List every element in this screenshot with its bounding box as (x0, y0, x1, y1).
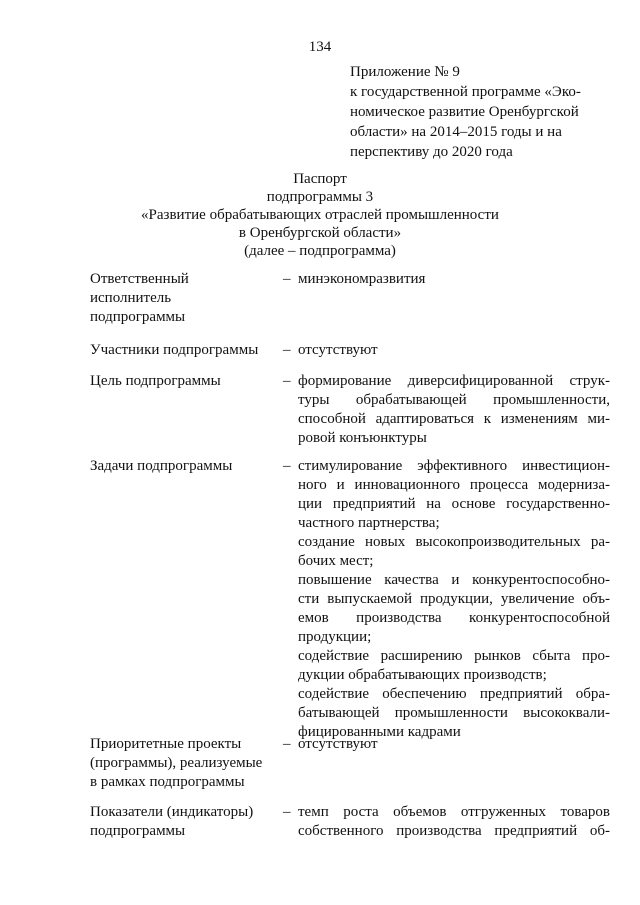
value-line: ного и инновационного процесса модерниза- (298, 477, 610, 493)
row-value (298, 270, 610, 289)
label-line: Ответственный (90, 271, 189, 287)
label-line: Участники подпрограммы (90, 342, 259, 358)
row-label (90, 735, 280, 792)
passport-heading (0, 170, 640, 260)
value-line: отсутствуют (298, 736, 378, 752)
value-line: емов производства конкурентоспособной (298, 610, 610, 626)
row-value (298, 735, 610, 754)
row-value (298, 341, 610, 360)
value-line: ции предприятий на основе государственно- (298, 496, 610, 512)
value-line: стимулирование эффективного инвестицион- (298, 458, 610, 474)
appendix-line: области» на 2014–2015 годы и на (350, 124, 562, 140)
row-value (298, 457, 610, 742)
passport-title: Паспорт (293, 171, 347, 187)
value-line: продукции; (298, 629, 372, 645)
appendix-line: номическое развитие Оренбургской (350, 104, 579, 120)
value-line: ровой конъюнктуры (298, 430, 427, 446)
value-line: собственного производства предприятий об- (298, 823, 610, 839)
passport-program-name: «Развитие обрабатывающих отраслей промышленности (141, 207, 499, 223)
value-line: темп роста объемов отгруженных товаров (298, 804, 610, 820)
label-line: в рамках подпрограммы (90, 774, 245, 790)
label-line: Задачи подпрограммы (90, 458, 233, 474)
appendix-note (350, 62, 610, 162)
label-line: Показатели (индикаторы) (90, 804, 254, 820)
label-line: подпрограммы (90, 309, 186, 325)
value-line: содействие расширению рынков сбыта про- (298, 648, 610, 664)
label-line: подпрограммы (90, 823, 186, 839)
label-line: исполнитель (90, 290, 172, 306)
value-line: минэкономразвития (298, 271, 426, 287)
label-line: (программы), реализуемые (90, 755, 263, 771)
dash-separator: – (283, 271, 291, 287)
value-line: дукции обрабатывающих производств; (298, 667, 547, 683)
appendix-line: к государственной программе «Эко- (350, 84, 581, 100)
passport-subtitle: подпрограммы 3 (266, 189, 374, 205)
appendix-line: Приложение № 9 (350, 64, 460, 80)
row-value (298, 372, 610, 448)
value-line: содействие обеспечению предприятий обра- (298, 686, 610, 702)
value-line: бочих мест; (298, 553, 374, 569)
value-line: отсутствуют (298, 342, 378, 358)
value-line: формирование диверсифицированной струк- (298, 373, 610, 389)
row-label (90, 457, 280, 476)
row-label (90, 341, 280, 360)
label-line: Цель подпрограммы (90, 373, 221, 389)
passport-abbreviation-note: (далее – подпрограмма) (244, 243, 396, 259)
value-line: фицированными кадрами (298, 724, 461, 740)
value-line: способной адаптироваться к изменениям ми- (298, 411, 610, 427)
row-label (90, 270, 280, 327)
value-line: сти выпускаемой продукции, увеличение объ- (298, 591, 610, 607)
value-line: повышение качества и конкурентоспособно- (298, 572, 610, 588)
dash-separator: – (283, 458, 291, 474)
appendix-line: перспективу до 2020 года (350, 144, 513, 160)
dash-separator: – (283, 804, 291, 820)
value-line: туры обрабатывающей промышленности, (298, 392, 610, 408)
value-line: батывающей промышленности высококвали- (298, 705, 610, 721)
row-value (298, 803, 610, 841)
value-line: создание новых высокопроизводительных ра- (298, 534, 610, 550)
row-label (90, 803, 280, 841)
page-number: 134 (308, 39, 332, 55)
value-line: частного партнерства; (298, 515, 440, 531)
label-line: Приоритетные проекты (90, 736, 242, 752)
dash-separator: – (283, 373, 291, 389)
row-label (90, 372, 280, 391)
passport-program-name: в Оренбургской области» (238, 225, 402, 241)
dash-separator: – (283, 736, 291, 752)
dash-separator: – (283, 342, 291, 358)
